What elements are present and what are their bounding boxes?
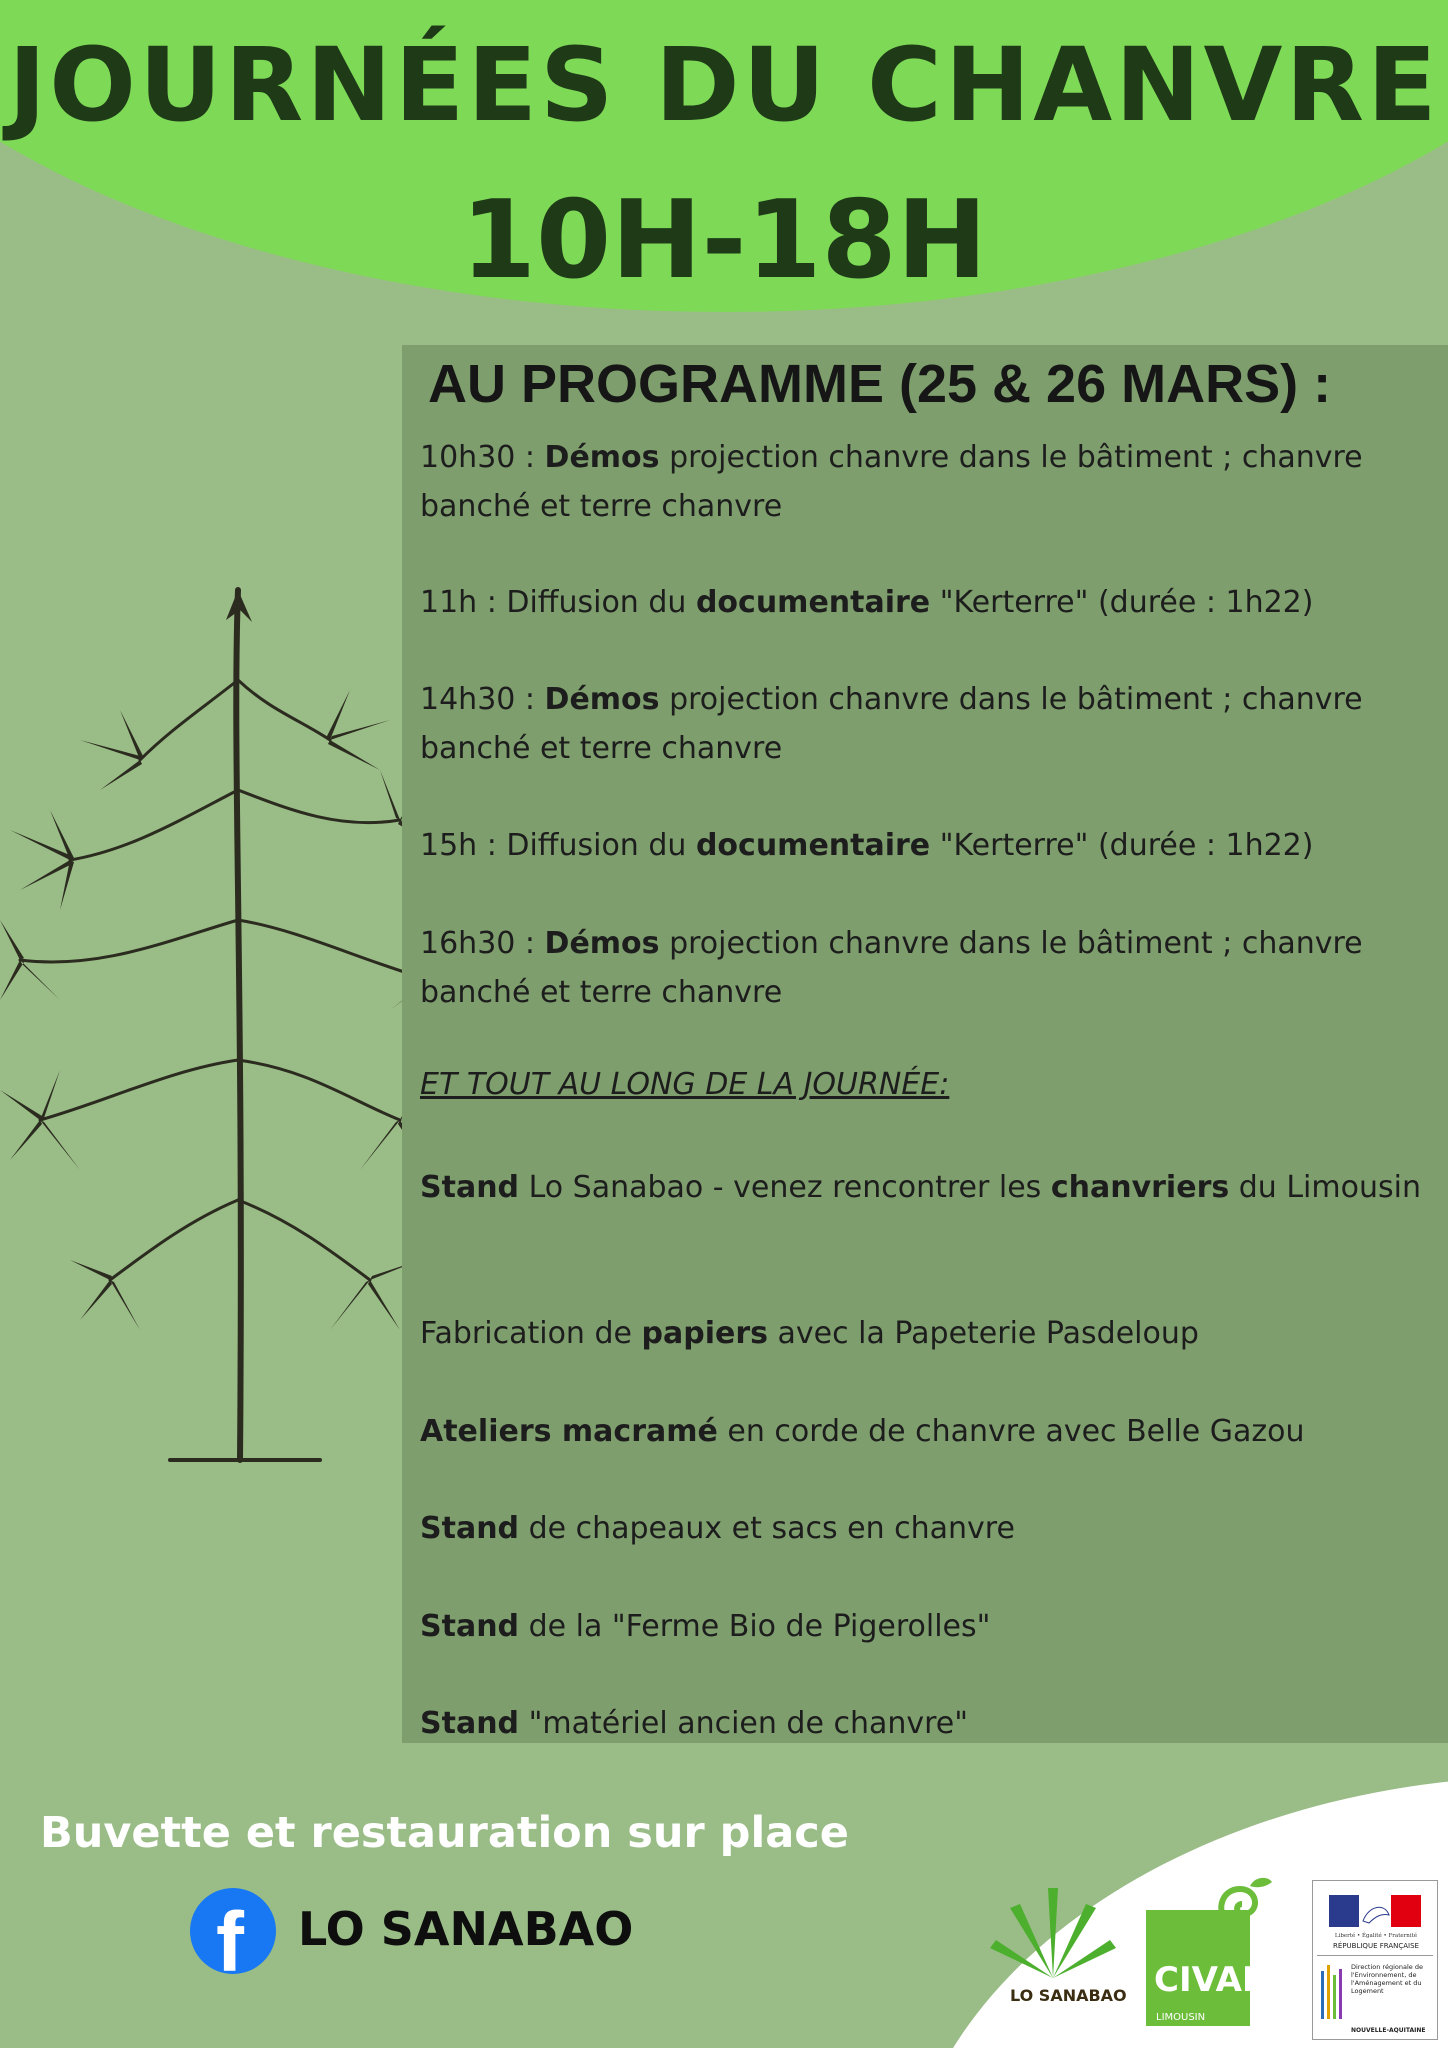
marianne-flag-icon bbox=[1329, 1895, 1421, 1927]
program-panel bbox=[402, 345, 1448, 1743]
all-day-item: Stand de la "Ferme Bio de Pigerolles" bbox=[420, 1609, 991, 1644]
gov-direction: Direction régionale de l'Environnement, de l'Aménagement et du Logement bbox=[1351, 1963, 1423, 1995]
event-hours: 10H-18H bbox=[460, 178, 988, 303]
civam-logo-text: CIVAM bbox=[1154, 1960, 1276, 2000]
all-day-item: Stand "matériel ancien de chanvre" bbox=[420, 1706, 969, 1741]
dreal-logo bbox=[1312, 1880, 1438, 2040]
event-item: 15h : Diffusion du documentaire "Kerterre" (durée : 1h22) bbox=[420, 828, 1314, 863]
gov-republique: RÉPUBLIQUE FRANÇAISE bbox=[1333, 1942, 1419, 1950]
gov-motto: Liberté • Égalité • Fraternité bbox=[1334, 1933, 1418, 1939]
facebook-icon[interactable]: f bbox=[190, 1888, 276, 1974]
all-day-item: Fabrication de papiers avec la Papeterie Pasdeloup bbox=[420, 1316, 1199, 1351]
facebook-page-link[interactable]: LO SANABAO bbox=[298, 1902, 634, 1956]
event-item: 16h30 : Démos projection chanvre dans le bâtiment ; chanvre banché et terre chanvre bbox=[420, 926, 1363, 1010]
all-day-item: Stand Lo Sanabao - venez rencontrer les chanvriers du Limousin bbox=[420, 1170, 1421, 1205]
lo-sanabao-logo-icon bbox=[990, 1878, 1116, 1998]
hemp-plant-icon bbox=[0, 560, 440, 1480]
event-item: 14h30 : Démos projection chanvre dans le bâtiment ; chanvre banché et terre chanvre bbox=[420, 682, 1363, 766]
gov-divider bbox=[1317, 1955, 1433, 1956]
buvette-text: Buvette et restauration sur place bbox=[40, 1808, 849, 1858]
program-heading: AU PROGRAMME (25 & 26 MARS) : bbox=[428, 354, 1332, 414]
lo-sanabao-logo-text: LO SANABAO bbox=[1010, 1986, 1127, 2005]
all-day-item: Ateliers macramé en corde de chanvre avec Belle Gazou bbox=[420, 1414, 1305, 1449]
all-day-heading: ET TOUT AU LONG DE LA JOURNÉE: bbox=[420, 1067, 950, 1102]
all-day-item: Stand de chapeaux et sacs en chanvre bbox=[420, 1511, 1015, 1546]
gov-region: NOUVELLE-AQUITAINE bbox=[1351, 2027, 1426, 2034]
event-item: 10h30 : Démos projection chanvre dans le bâtiment ; chanvre banché et terre chanvre bbox=[420, 440, 1363, 524]
page-title: JOURNÉES DU CHANVRE bbox=[8, 26, 1440, 145]
dreal-bars-icon bbox=[1319, 1961, 1349, 2021]
civam-logo-subtitle: LIMOUSIN bbox=[1156, 2012, 1206, 2023]
civam-swirl-icon bbox=[1210, 1874, 1280, 1944]
event-item: 11h : Diffusion du documentaire "Kerterre" (durée : 1h22) bbox=[420, 585, 1314, 620]
